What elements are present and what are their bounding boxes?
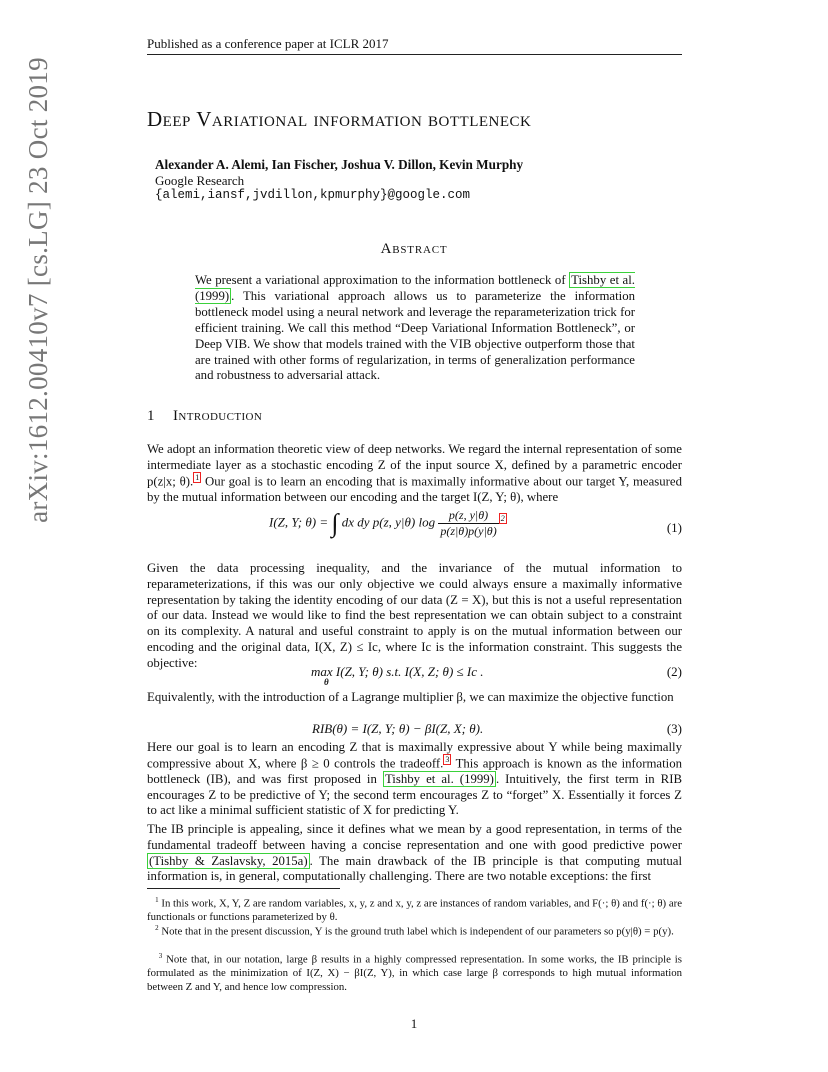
text-run: Here our goal is to learn an encoding Z that is maximally expressive about Y while being maximally compressive about X, where β ≥ 0 controls the tradeoff. (147, 740, 682, 771)
footnote-2 (147, 922, 682, 939)
footnote-link-1[interactable]: 1 (195, 472, 200, 482)
citation-link[interactable]: (Tishby & Zaslavsky, 2015a) (149, 853, 308, 868)
equation-3-number: (3) (666, 721, 682, 736)
author-list: Alexander A. Alemi, Ian Fischer, Joshua V. Dillon, Kevin Murphy (155, 157, 524, 172)
citation-link[interactable]: Tishby et al. (1999) (384, 771, 494, 786)
text-run: . Intuitively, the first term in RIB encourages Z to be predictive of Y; the second term encourages Z to “forget” X. Essentially it forces Z to act like a minimal sufficient statistic of X for predicting Y. (147, 771, 683, 818)
text-run: We adopt an information theoretic view of deep networks. We regard the internal representation of some intermediate layer as a stochastic encoding Z of the input source X, defined by a parametric encoder p(z|x; θ). (147, 442, 682, 488)
footnote-rule (147, 888, 340, 889)
arxiv-identifier: arXiv:1612.00410v7 [cs.LG] 23 Oct 2019 (23, 57, 53, 523)
footnote-text: In this work, X, Y, Z are random variables, x, y, z and x, y, z are instances of random variables, and F(·; θ) and f(·; θ) are functionals or functions parameterized by θ. (147, 897, 682, 924)
text-run: . The main drawback of the IB principle is that computing mutual information is, in general, computationally challenging. There are two notable exceptions: the first (147, 853, 682, 884)
author-emails: {alemi,iansf,jvdillon,kpmurphy}@google.com (155, 188, 471, 202)
equation-3-body: RIB(θ) = I(Z, Y; θ) − βI(Z, X; θ). (312, 721, 484, 736)
eq1-numerator: p(z, y|θ) (438, 508, 498, 524)
equation-1-number: (1) (666, 520, 682, 535)
abstract-heading: Abstract (380, 241, 448, 257)
text-run: The IB principle is appealing, since it defines what we mean by a good representation, in terms of the fundamental tradeoff between having a concise representation and one with good predictive power (147, 822, 682, 852)
footnote-text: Note that in the present discussion, Y is the ground truth label which is independent of our parameters so p(y|θ) = p(y). (161, 925, 674, 938)
eq1-fraction (438, 508, 498, 539)
abstract-body (195, 273, 635, 384)
intro-paragraph-1 (147, 442, 682, 505)
equation-3 (147, 721, 682, 739)
affiliation: Google Research (155, 173, 245, 188)
footnote-1 (147, 894, 682, 925)
equation-1 (147, 508, 682, 548)
intro-paragraph-3: Equivalently, with the introduction of a Lagrange multiplier β, we can maximize the objective function (147, 690, 674, 704)
footnote-mark: 2 (155, 924, 159, 932)
citation-link[interactable]: Tishby et al. (1999) (195, 273, 635, 303)
running-header: Published as a conference paper at ICLR 2017 (147, 36, 389, 51)
equation-2 (147, 664, 682, 692)
footnote-link-2[interactable]: 2 (500, 514, 505, 524)
footnote-3 (147, 950, 682, 994)
abstract-text-1: We present a variational approximation to the information bottleneck of (195, 273, 570, 287)
equation-1-body (269, 508, 507, 539)
text-run: Our goal is to learn an encoding that is maximally informative about our target Y, measured by the mutual information between our encoding and the target I(Z, Y; θ), where (147, 473, 682, 504)
intro-paragraph-2: Given the data processing inequality, and the invariance of the mutual information to reparameterizations, if this was our only objective we could always ensure a maximally informative representation by taking the identity encoding of our data (Z = X), but this is not a useful representation of our data. Instead we would like to find the best representation we can obtain subject to a constraint on its complexity. A natural and useful constraint to apply is on the mutual information between our encoding and the original data, I(X, Z) ≤ Ic, where Ic is the information constraint. This suggests the objective: (147, 561, 682, 670)
intro-paragraph-5 (147, 822, 682, 885)
eq1-lhs: I(Z, Y; θ) = (269, 514, 332, 530)
abstract-text-2: . This variational approach allows us to parameterize the information bottleneck model using a neural network and leverage the reparameterization trick for efficient training. We call this method “Deep Variational Information Bottleneck”, or Deep VIB. We show that models trained with the VIB objective outperform those that are trained with other forms of regularization, in terms of generalization performance and robustness to adversarial attack. (195, 288, 635, 383)
section-heading (147, 408, 262, 425)
eq1-integrand: dx dy p(z, y|θ) log (341, 514, 436, 530)
eq1-denominator: p(z|θ)p(y|θ) (440, 524, 497, 538)
eq2-expression: max I(Z, Y; θ) s.t. I(X, Z; θ) ≤ Ic . (311, 664, 484, 679)
header-rule (147, 54, 682, 55)
footnote-link-3[interactable]: 3 (445, 754, 450, 764)
footnote-mark: 3 (158, 952, 163, 960)
text-run: This approach is known as the information bottleneck (IB), and was first proposed in (147, 756, 682, 786)
equation-2-number: (2) (666, 664, 682, 679)
section-title: Introduction (173, 408, 263, 424)
footnote-text: Note that, in our notation, large β results in a highly compressed representation. In some works, the IB principle is formulated as the minimization of I(Z, X) − βI(Z, Y), in which case large β corresponds to high mutual information between Z and Y, and hence low compression. (147, 953, 682, 993)
intro-paragraph-4 (147, 740, 682, 819)
footnote-mark: 1 (155, 896, 159, 904)
equation-2-body (311, 664, 484, 680)
section-number: 1 (147, 408, 155, 424)
integral-symbol: ∫ (331, 508, 339, 538)
page-number: 1 (410, 1016, 418, 1031)
paper-title: Deep Variational information bottleneck (147, 107, 532, 131)
eq2-subscript: θ (324, 677, 329, 687)
